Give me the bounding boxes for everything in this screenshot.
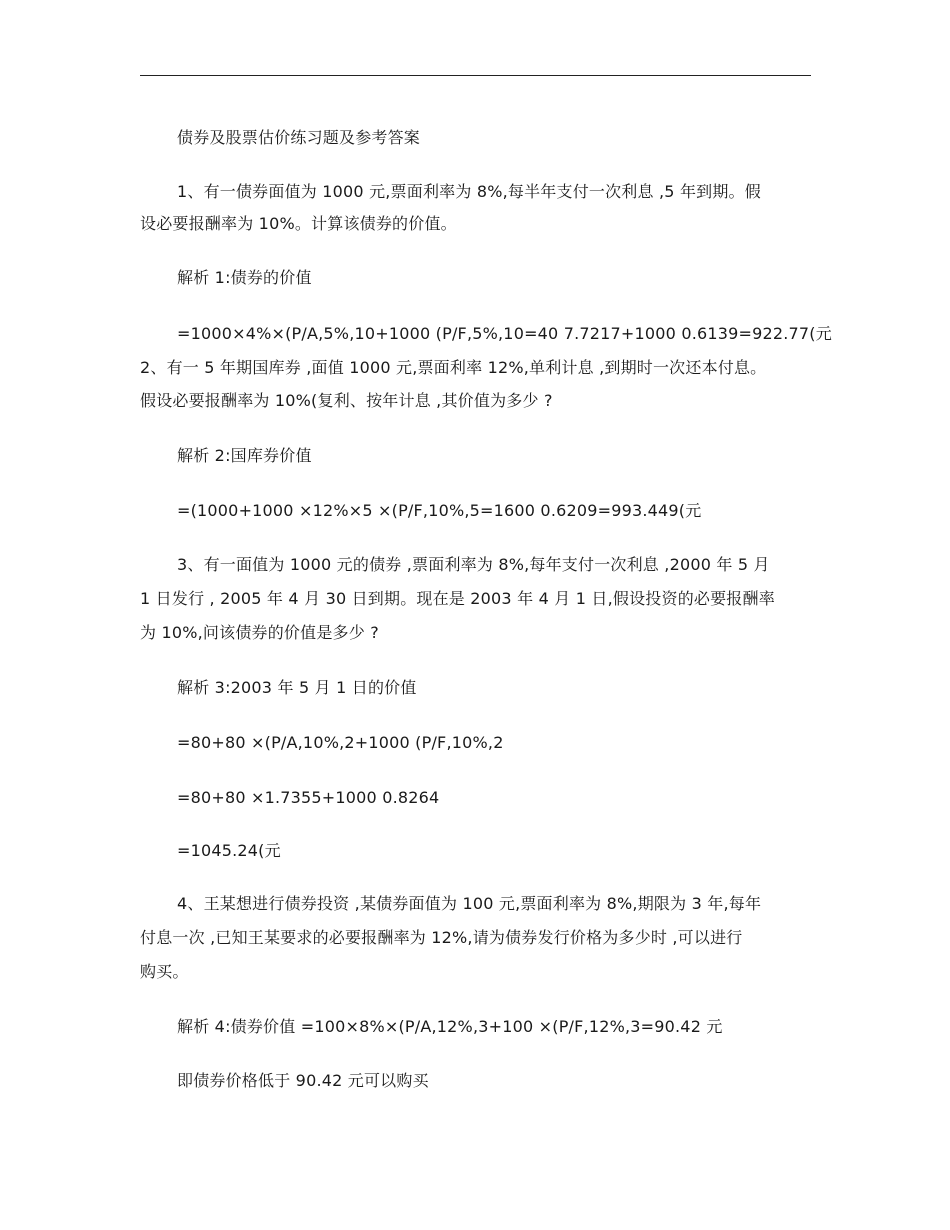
answer-2-formula: =(1000+1000 ×12%×5 ×(P/F,10%,5=1600 0.6209=993.449(元 (177, 501, 702, 520)
question-3-line-3: 为 10%,问该债券的价值是多少 ? (140, 623, 379, 642)
question-3-line-1: 3、有一面值为 1000 元的债券 ,票面利率为 8%,每年支付一次利息 ,2000 年 5 月 (177, 555, 770, 574)
answer-3-formula-3: =1045.24(元 (177, 841, 281, 860)
header-rule (140, 75, 811, 76)
answer-3-heading: 解析 3:2003 年 5 月 1 日的价值 (177, 678, 417, 697)
answer-3-formula-2: =80+80 ×1.7355+1000 0.8264 (177, 788, 440, 807)
question-2-line-1: 2、有一 5 年期国库券 ,面值 1000 元,票面利率 12%,单利计息 ,到期时一次还本付息。 (140, 358, 767, 377)
document-title: 债券及股票估价练习题及参考答案 (177, 128, 421, 147)
answer-1-formula: =1000×4%×(P/A,5%,10+1000 (P/F,5%,10=40 7.7217+1000 0.6139=922.77(元 (177, 324, 832, 343)
question-1-line-1: 1、有一债券面值为 1000 元,票面利率为 8%,每半年支付一次利息 ,5 年到期。假 (177, 182, 761, 201)
question-4-line-3: 购买。 (140, 962, 189, 981)
question-4-line-2: 付息一次 ,已知王某要求的必要报酬率为 12%,请为债券发行价格为多少时 ,可以进行 (140, 928, 743, 947)
answer-1-heading: 解析 1:债券的价值 (177, 268, 312, 287)
question-2-line-2: 假设必要报酬率为 10%(复利、按年计息 ,其价值为多少 ? (140, 391, 553, 410)
question-4-line-1: 4、王某想进行债券投资 ,某债券面值为 100 元,票面利率为 8%,期限为 3 年,每年 (177, 894, 762, 913)
question-3-line-2: 1 日发行 , 2005 年 4 月 30 日到期。现在是 2003 年 4 月 1 日,假设投资的必要报酬率 (140, 589, 775, 608)
answer-2-heading: 解析 2:国库券价值 (177, 446, 312, 465)
answer-4-heading: 解析 4:债券价值 =100×8%×(P/A,12%,3+100 ×(P/F,12%,3=90.42 元 (177, 1017, 723, 1036)
answer-4-conclusion: 即债券价格低于 90.42 元可以购买 (177, 1071, 429, 1090)
question-1-line-2: 设必要报酬率为 10%。计算该债券的价值。 (140, 214, 457, 233)
answer-3-formula-1: =80+80 ×(P/A,10%,2+1000 (P/F,10%,2 (177, 733, 504, 752)
